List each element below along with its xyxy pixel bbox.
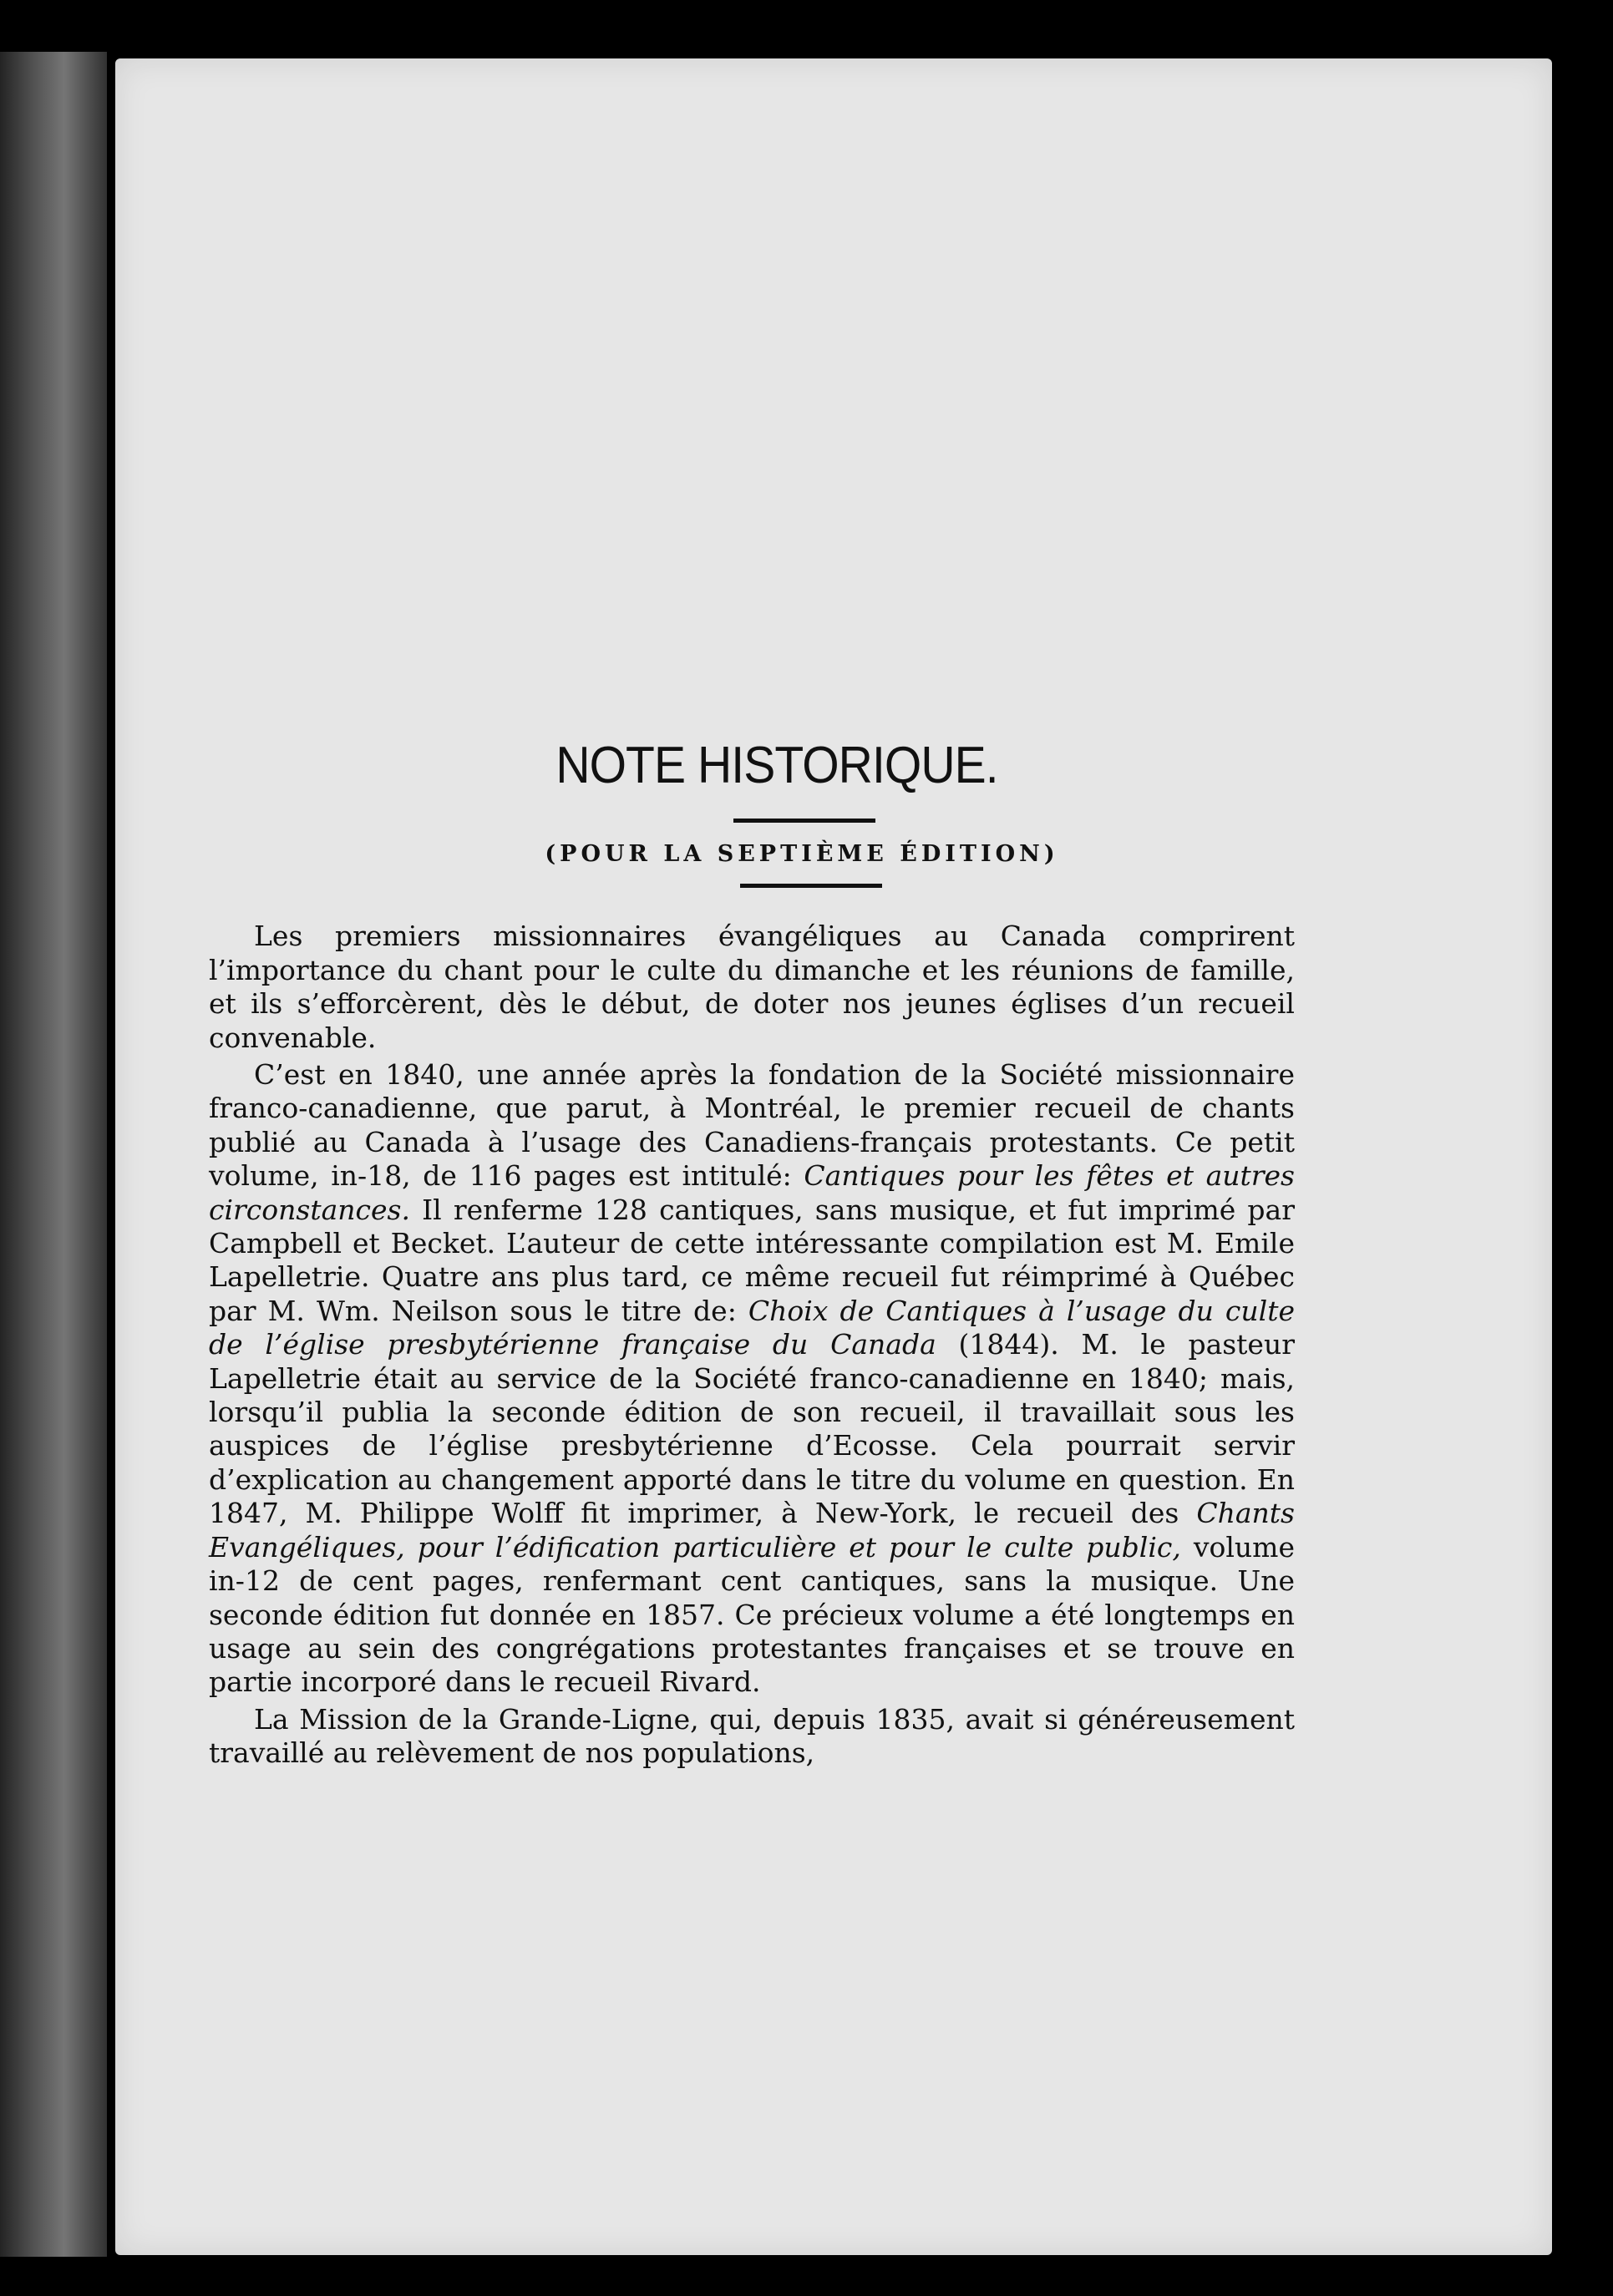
paragraph-3 xyxy=(209,1703,1295,1771)
page-content xyxy=(209,735,1295,1771)
title-rule-bottom xyxy=(740,884,882,888)
paragraph-2-segment-2: Il renferme 128 cantiques, sans musique, et fut imprimé par Campbell et Becket. L’auteur de cette intéressante compilation est M. Emile Lapelletrie. Quatre ans plus tard, ce même recueil fut réimprimé à Québec par M. Wm. Neilson sous le titre de: xyxy=(209,1193,1295,1327)
paragraph-3-text: La Mission de la Grande-Ligne, qui, depuis 1835, avait si généreusement travaillé au relèvement de nos populations, xyxy=(209,1702,1295,1770)
page-title: NOTE HISTORIQUE. xyxy=(555,737,998,794)
paragraph-2-title-2: Choix de Cantiques à l’usage du culte de l’église presbytérienne française du Canada xyxy=(209,1294,1295,1361)
left-page-edge xyxy=(0,52,107,2257)
document-page xyxy=(115,58,1552,2255)
page-subtitle: (POUR LA SEPTIÈME ÉDITION) xyxy=(545,841,1059,868)
paragraph-2 xyxy=(209,1058,1295,1700)
title-rule-top xyxy=(733,819,875,823)
paragraph-2-segment-3: (1844). M. le pasteur Lapelletrie était au service de la Société franco-canadienne en 1840; mais, lorsqu’il publia la seconde édition de son recueil, il travaillait sous les auspices de l’église presbytérienne d’Ecosse. Cela pourrait servir d’explication au changement apporté dans le titre du volume en question. En 1847, M. Philippe Wolff fit imprimer, à New-York, le recueil des xyxy=(209,1328,1295,1530)
paragraph-2-segment-1: C’est en 1840, une année après la fondation de la Société missionnaire franco-canadienne, que parut, à Montréal, le premier recueil de chants publié au Canada à l’usage des Canadiens-français protestants. Ce petit volume, in-18, de 116 pages est intitulé: xyxy=(209,1058,1295,1193)
paragraph-1-text: Les premiers missionnaires évangéliques au Canada comprirent l’importance du chant pour le culte du dimanche et les réunions de famille, et ils s’efforcèrent, dès le début, de doter nos jeunes églises d’un recueil convenable. xyxy=(209,920,1295,1054)
body-text xyxy=(209,920,1295,1770)
paragraph-2-title-3: Chants Evangéliques, pour l’édification particulière et pour le culte public, xyxy=(209,1497,1295,1564)
paragraph-2-segment-4: volume in-12 de cent pages, renfermant cent cantiques, sans la musique. Une seconde édition fut donnée en 1857. Ce précieux volume a été longtemps en usage au sein des congrégations protestantes françaises et se trouve en partie incorporé dans le recueil Rivard. xyxy=(209,1530,1295,1699)
paragraph-1 xyxy=(209,920,1295,1055)
paragraph-2-title-1: Cantiques pour les fêtes et autres circonstances. xyxy=(209,1159,1295,1226)
